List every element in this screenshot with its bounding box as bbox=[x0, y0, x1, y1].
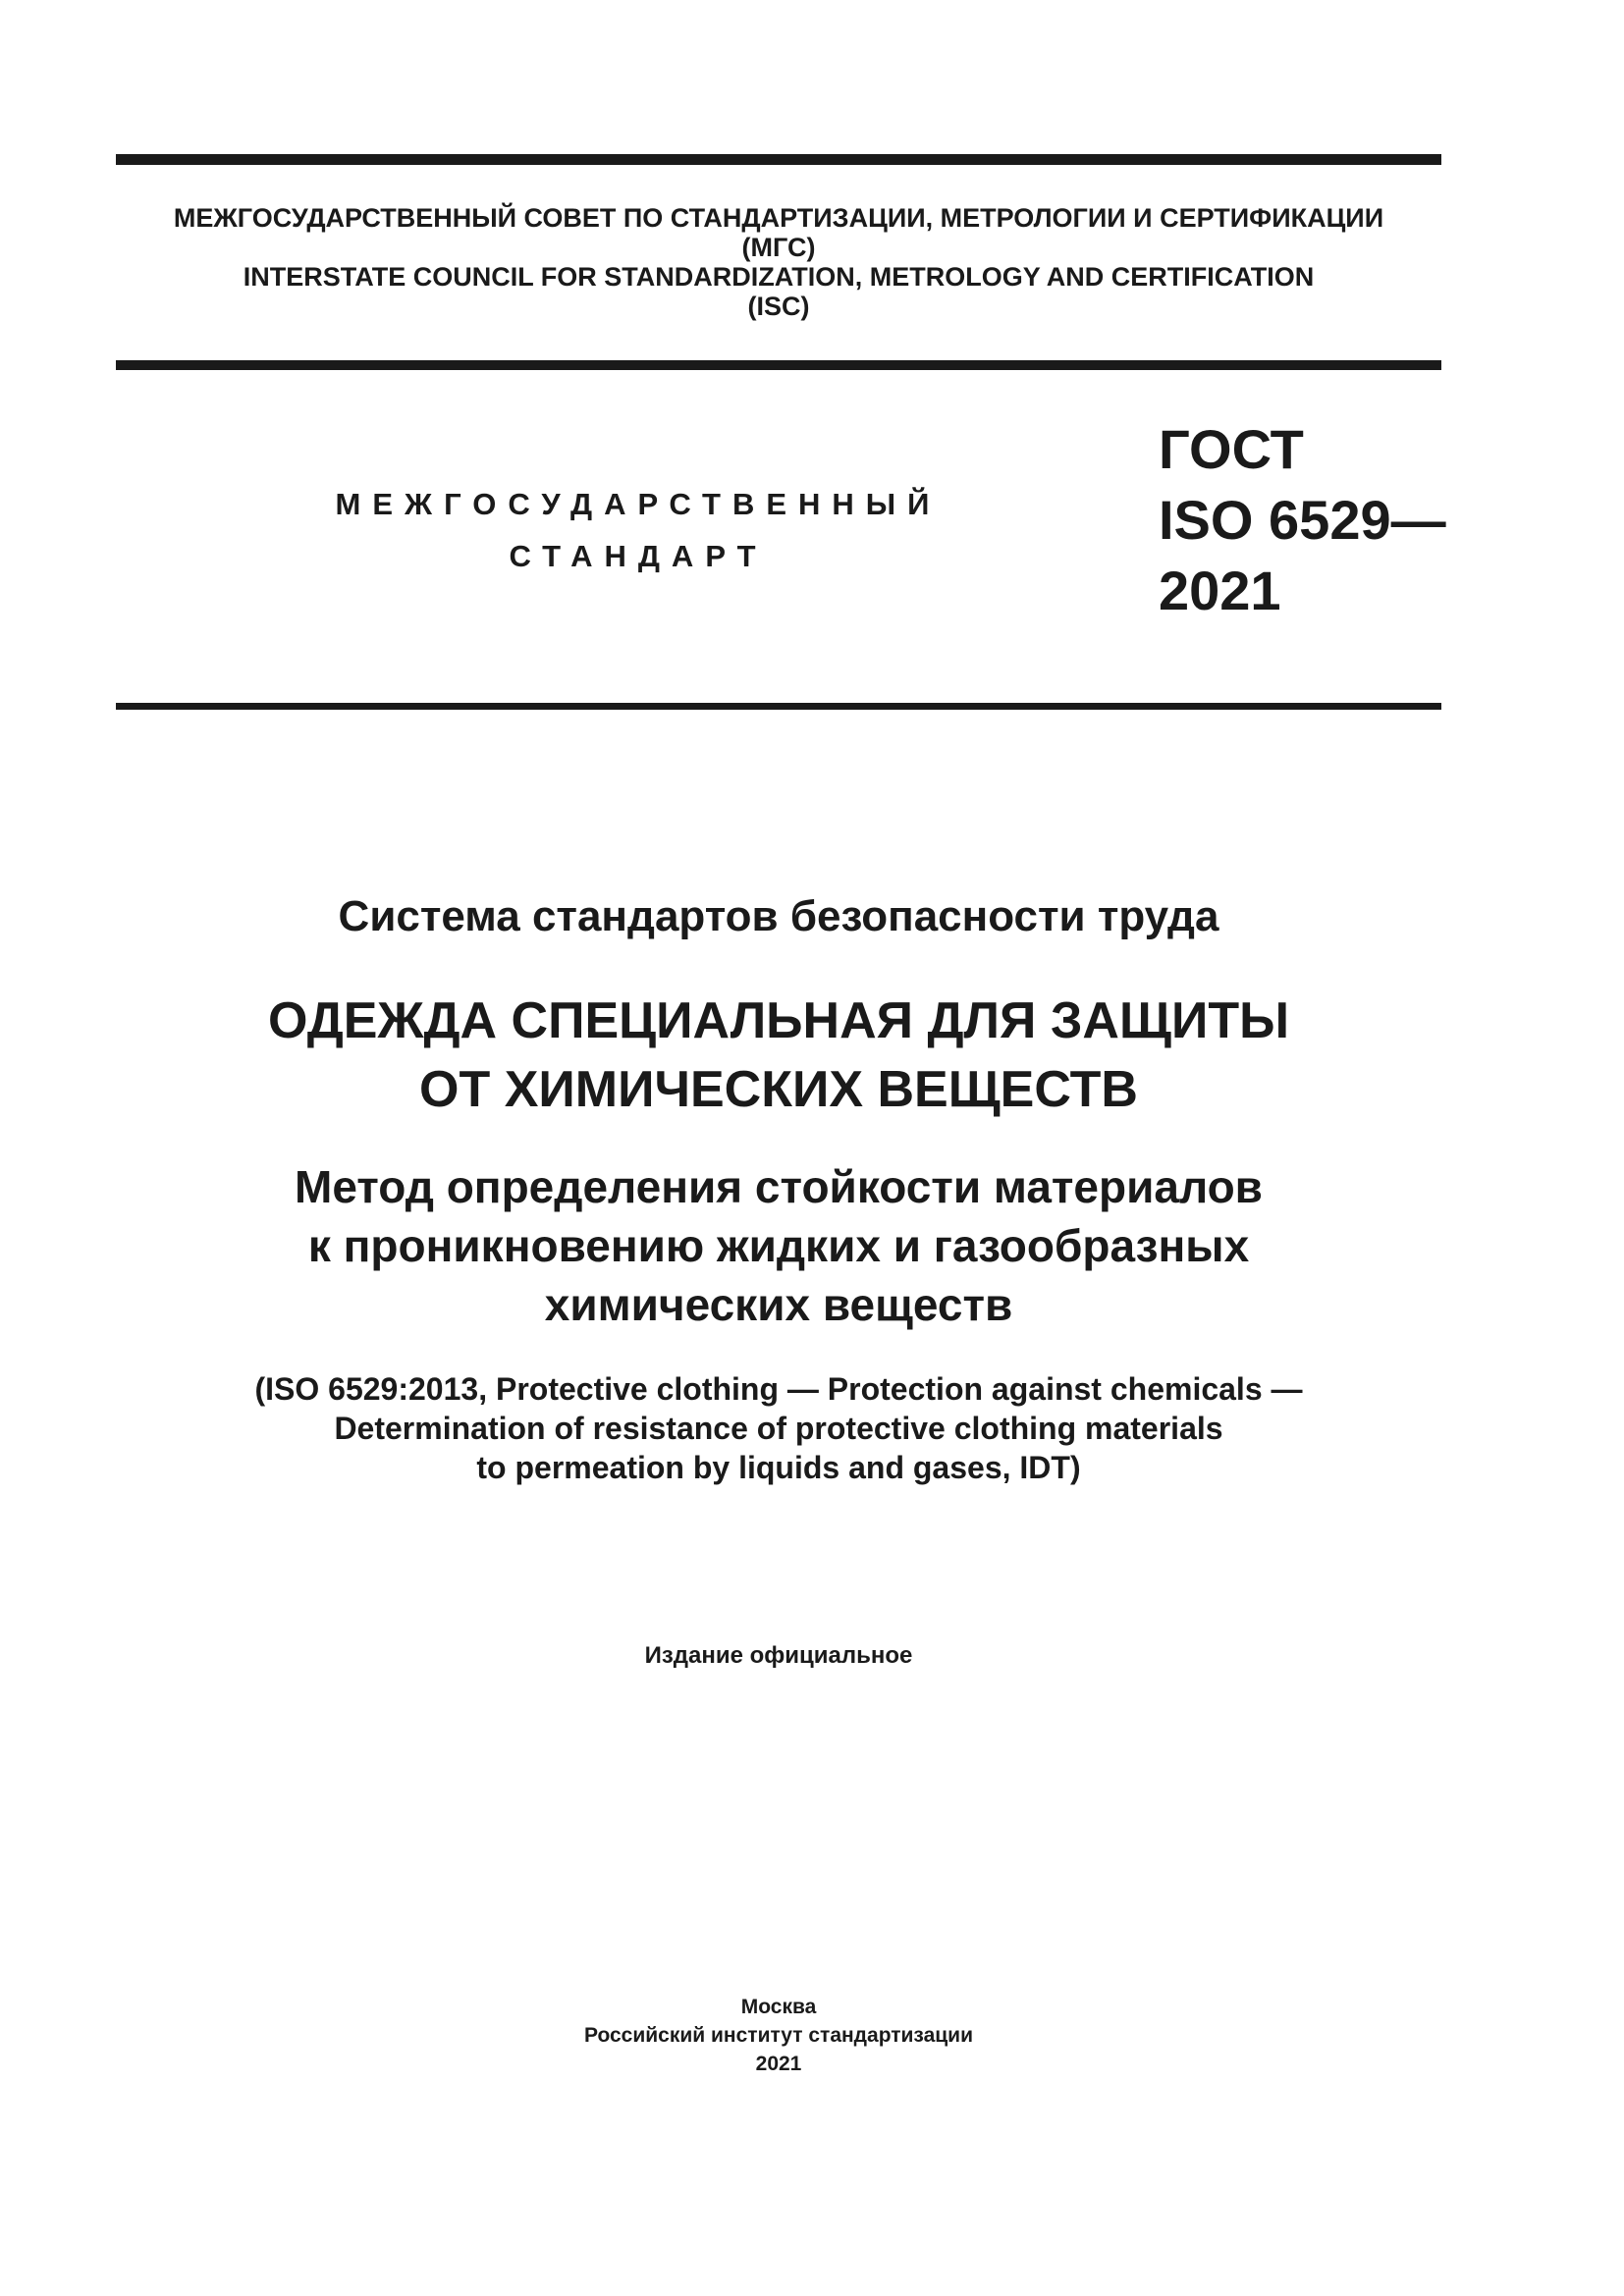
council-name-en: INTERSTATE COUNCIL FOR STANDARDIZATION, METROLOGY AND CERTIFICATION bbox=[243, 262, 1315, 292]
sub-title-line3: химических веществ bbox=[544, 1279, 1013, 1330]
iso-reference bbox=[116, 1369, 1441, 1487]
title-divider-rule bbox=[116, 703, 1441, 710]
publisher-block bbox=[116, 1993, 1441, 2078]
standard-number-line1: ГОСТ bbox=[1159, 418, 1304, 480]
edition-text: Издание официальное bbox=[644, 1642, 913, 1669]
publisher-institute: Российский институт стандартизации bbox=[583, 2024, 974, 2047]
top-rule bbox=[116, 154, 1441, 165]
standard-number bbox=[1159, 414, 1446, 626]
header-divider-rule bbox=[116, 360, 1441, 370]
system-title bbox=[116, 887, 1441, 946]
standard-number-line2: ISO 6529— bbox=[1159, 489, 1446, 551]
council-abbr-en: (ISC) bbox=[747, 292, 810, 321]
iso-reference-line1: (ISO 6529:2013, Protective clothing — Protection against chemicals — bbox=[254, 1371, 1303, 1407]
sub-title bbox=[116, 1157, 1441, 1334]
standard-kind-line2: СТАНДАРТ bbox=[509, 539, 768, 573]
publisher-year: 2021 bbox=[755, 2053, 802, 2075]
standard-kind bbox=[295, 478, 982, 582]
council-abbr-ru: (МГС) bbox=[741, 233, 816, 262]
sub-title-line1: Метод определения стойкости материалов bbox=[295, 1161, 1263, 1212]
main-title bbox=[116, 987, 1441, 1124]
council-name-ru: МЕЖГОСУДАРСТВЕННЫЙ СОВЕТ ПО СТАНДАРТИЗАЦИИ, МЕТРОЛОГИИ И СЕРТИФИКАЦИИ bbox=[173, 203, 1384, 233]
system-title-text: Система стандартов безопасности труда bbox=[338, 892, 1219, 940]
iso-reference-line2: Determination of resistance of protective clothing materials bbox=[334, 1411, 1223, 1446]
sub-title-line2: к проникновению жидких и газообразных bbox=[307, 1220, 1250, 1271]
publisher-city: Москва bbox=[740, 1996, 817, 2018]
main-title-line2: ОТ ХИМИЧЕСКИХ ВЕЩЕСТВ bbox=[419, 1061, 1138, 1118]
main-title-line1: ОДЕЖДА СПЕЦИАЛЬНАЯ ДЛЯ ЗАЩИТЫ bbox=[268, 992, 1289, 1049]
iso-reference-line3: to permeation by liquids and gases, IDT) bbox=[476, 1450, 1081, 1485]
standard-kind-line1: МЕЖГОСУДАРСТВЕННЫЙ bbox=[335, 487, 942, 521]
edition-label bbox=[116, 1641, 1441, 1671]
standard-number-line3: 2021 bbox=[1159, 560, 1281, 621]
council-header bbox=[116, 203, 1441, 321]
